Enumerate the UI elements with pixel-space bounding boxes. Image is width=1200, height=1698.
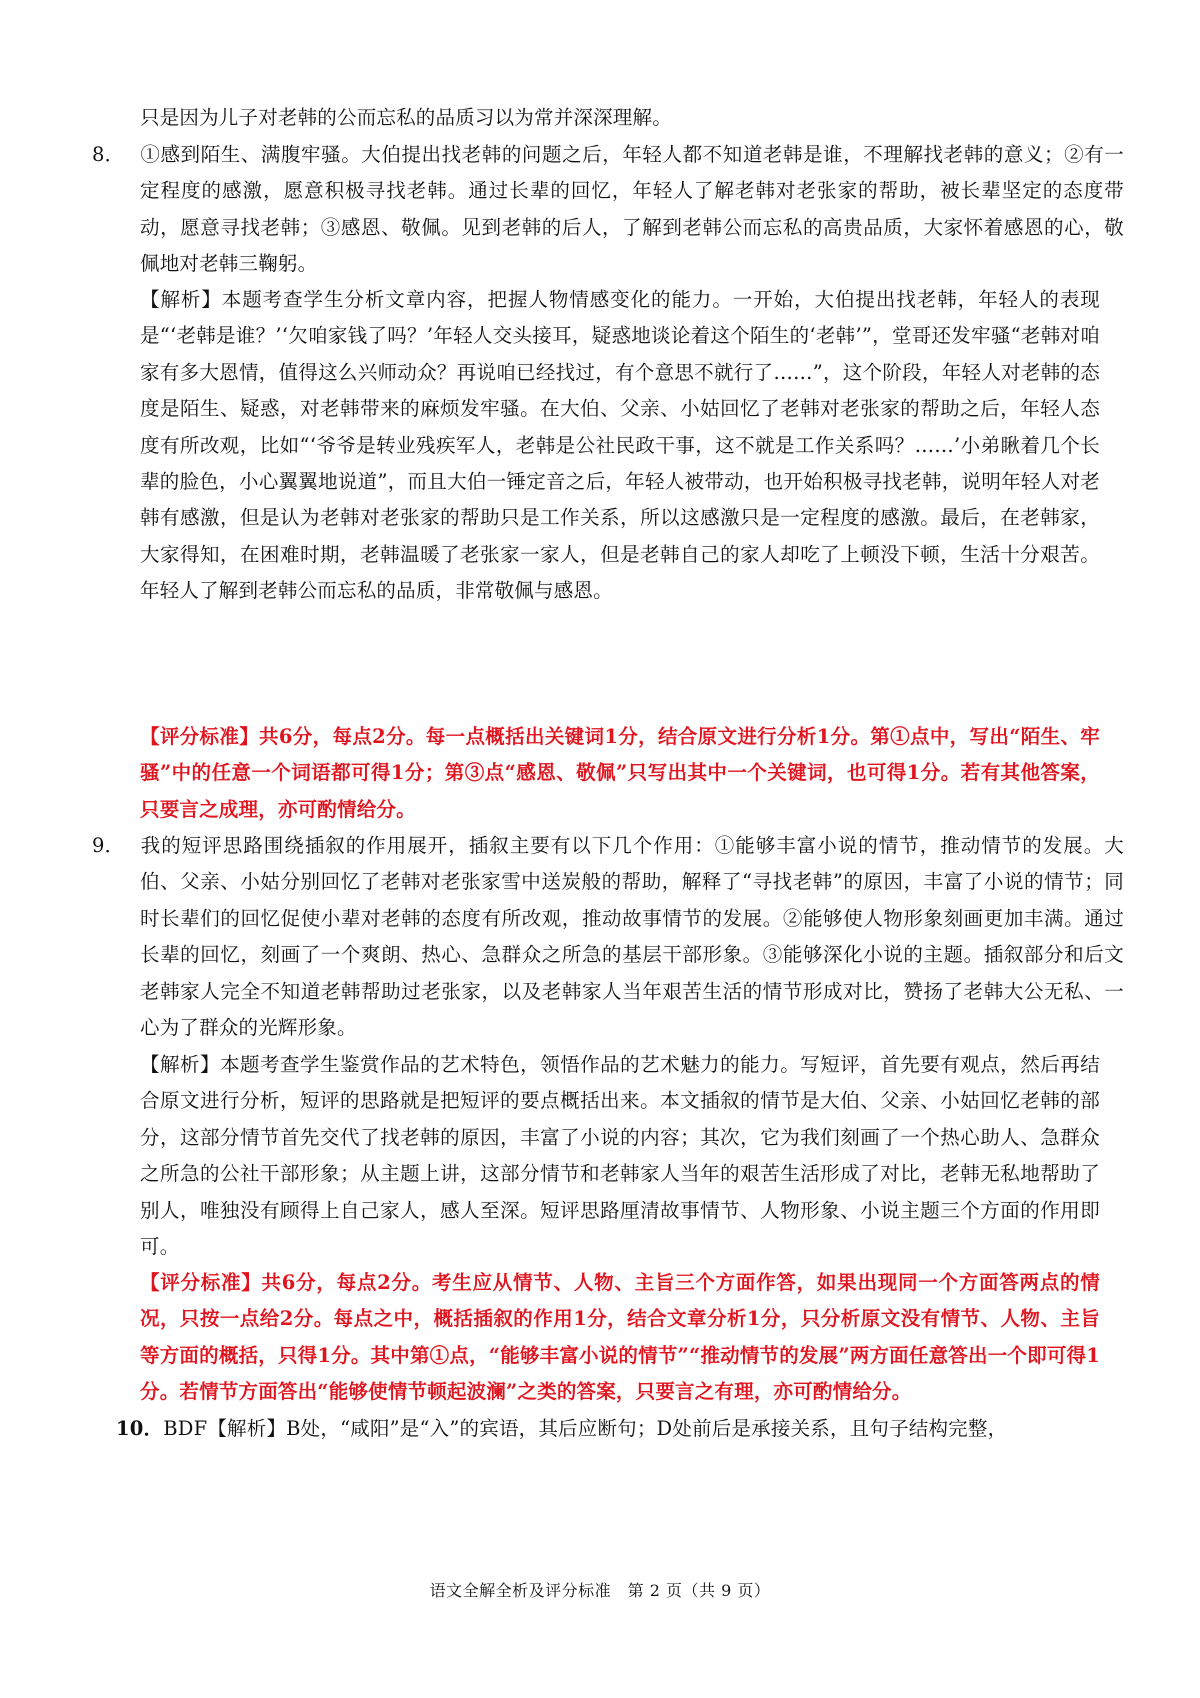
q9-answer-text: 我的短评思路围绕插叙的作用展开，插叙主要有以下几个作用：①能够丰富小说的情节，推动情节的发展。大伯、父亲、小姑分别回忆了老韩对老张家雪中送炭般的帮助，解释了“寻找老韩”的原因，丰富了小说的情节；同时长辈们的回忆促使小辈对老韩的态度有所改观，推动故事情节的发展。②能够使人物形象刻画更加丰满。通过长辈的回忆，刻画了一个爽朗、热心、急群众之所急的基层干部形象。③能够深化小说的主题。插叙部分和后文老韩家人完全不知道老韩帮助过老张家，以及老韩家人当年艰苦生活的情节形成对比，赞扬了老韩大公无私、一心为了群众的光辉形象。	[140, 834, 1124, 1040]
q9-answer	[92, 828, 1124, 1046]
q8-number: 8．	[92, 143, 125, 166]
page-footer: 语文全解全析及评分标准 第 2 页（共 9 页）	[429, 1581, 771, 1600]
q8-scoring: 【评分标准】共6分，每点2分。每一点概括出关键词1分，结合原文进行分析1分。第①点中，写出“陌生、牢骚”中的任意一个词语都可得1分；第③点“感恩、敬佩”只写出其中一个关键词，也可得1分。若有其他答案，只要言之成理，亦可酌情给分。	[140, 725, 1100, 821]
q9-analysis: 【解析】本题考查学生鉴赏作品的艺术特色，领悟作品的艺术魅力的能力。写短评，首先要有观点，然后再结合原文进行分析，短评的思路就是把短评的要点概括出来。本文插叙的情节是大伯、父亲、小姑回忆老韩的部分，这部分情节首先交代了找老韩的原因，丰富了小说的内容；其次，它为我们刻画了一个热心助人、急群众之所急的公社干部形象；从主题上讲，这部分情节和老韩家人当年的艰苦生活形成了对比，老韩无私地帮助了别人，唯独没有顾得上自己家人，感人至深。短评思路厘清故事情节、人物形象、小说主题三个方面的作用即可。	[140, 1053, 1100, 1259]
q8-answer-text: ①感到陌生、满腹牢骚。大伯提出找老韩的问题之后，年轻人都不知道老韩是谁，不理解找老韩的意义；②有一定程度的感激，愿意积极寻找老韩。通过长辈的回忆，年轻人了解老韩对老张家的帮助，被长辈坚定的态度带动，愿意寻找老韩；③感恩、敬佩。见到老韩的后人，了解到老韩公而忘私的高贵品质，大家怀着感恩的心，敬佩地对老韩三鞠躬。	[140, 143, 1124, 276]
q8-answer	[92, 137, 1124, 283]
q10-number: 10．	[116, 1417, 164, 1440]
continued-paragraph: 只是因为儿子对老韩的公而忘私的品质习以为常并深深理解。	[140, 106, 672, 129]
q10-answer	[116, 1411, 1100, 1447]
q8-analysis: 【解析】本题考查学生分析文章内容，把握人物情感变化的能力。一开始，大伯提出找老韩，年轻人的表现是“‘老韩是谁？’‘欠咱家钱了吗？’年轻人交头接耳，疑惑地谈论着这个陌生的‘老韩’”，堂哥还发牢骚“老韩对咱家有多大恩情，值得这么兴师动众？再说咱已经找过，有个意思不就行了……”，这个阶段，年轻人对老韩的态度是陌生、疑惑，对老韩带来的麻烦发牢骚。在大伯、父亲、小姑回忆了老韩对老张家的帮助之后，年轻人态度有所改观，比如“‘爷爷是转业残疾军人，老韩是公社民政干事，这不就是工作关系吗？……’小弟瞅着几个长辈的脸色，小心翼翼地说道”，而且大伯一锤定音之后，年轻人被带动，也开始积极寻找老韩，说明年轻人对老韩有感激，但是认为老韩对老张家的帮助只是工作关系，所以这感激只是一定程度的感激。最后，在老韩家，大家得知，在困难时期，老韩温暖了老张家一家人，但是老韩自己的家人却吃了上顿没下顿，生活十分艰苦。年轻人了解到老韩公而忘私的品质，非常敬佩与感恩。	[140, 288, 1100, 603]
q9-number: 9．	[92, 834, 125, 857]
q9-scoring: 【评分标准】共6分，每点2分。考生应从情节、人物、主旨三个方面作答，如果出现同一个方面答两点的情况，只按一点给2分。每点之中，概括插叙的作用1分，结合文章分析1分，只分析原文没有情节、人物、主旨等方面的概括，只得1分。其中第①点，“能够丰富小说的情节”“推动情节的发展”两方面任意答出一个即可得1分。若情节方面答出“能够使情节顿起波澜”之类的答案，只要言之有理，亦可酌情给分。	[140, 1271, 1100, 1404]
q10-text: BDF【解析】B处，“咸阳”是“入”的宾语，其后应断句；D处前后是承接关系，且句子结构完整，	[163, 1417, 1008, 1440]
